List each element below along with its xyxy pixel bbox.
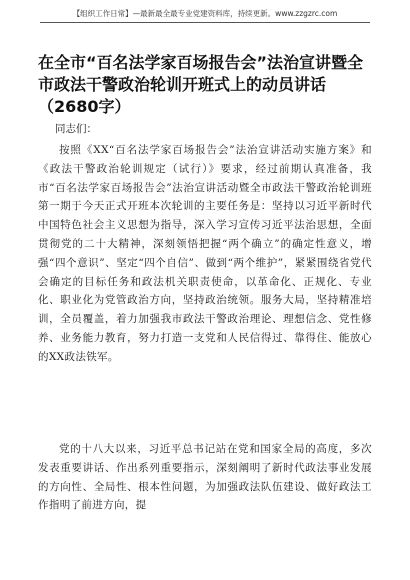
- document-title: 在全市“百名法学家百场报告会”法治宣讲暨全市政法干警政治轮训开班式上的动员讲话（2680字）: [38, 53, 364, 116]
- salutation: 同志们：: [55, 123, 97, 135]
- document-header: 【组织工作日常】—最新最全最专业党建资料库，持续更新。www.zzgzrc.com: [72, 9, 338, 18]
- header-divider: [40, 22, 370, 23]
- body-paragraph: 按照《XX“百名法学家百场报告会”法治宣讲活动实施方案》和《政法干警政治轮训规定（试行）》要求，经过前期认真准备，我市“百名法学家百场报告会”法治宣讲活动暨全市政法干警政治轮训班第一期于今天正式开班本次轮训的主要任务是：坚持以习近平新时代中国特色社会主义思想为指导，深入学习宣传习近平法治思想，全面贯彻党的二十大精神，深刻领悟把握“两个确立”的确定性意义，增强“四个意识”、坚定“四个自信”、做到“两个维护”，紧紧围绕省党代会确定的目标任务和政法机关职责使命，以革命化、正规化、专业化、职业化为党管政治方向，坚持政治统领。服务大局，坚持精准培训，全员覆盖，着力加强我市政法干警政治理论、理想信念、党性修养、业务能力教育，努力打造一支党和人民信得过、靠得住、能放心的XX政法铁军。: [38, 144, 372, 363]
- body-paragraph: 党的十八大以来，习近平总书记站在党和国家全局的高度，多次发表重要讲话、作出系列重要指示，深刻阐明了新时代政法事业发展的方向性、全局性、根本性问题，为加强政法队伍建设、做好政法工作指明了前进方向，提: [38, 443, 372, 512]
